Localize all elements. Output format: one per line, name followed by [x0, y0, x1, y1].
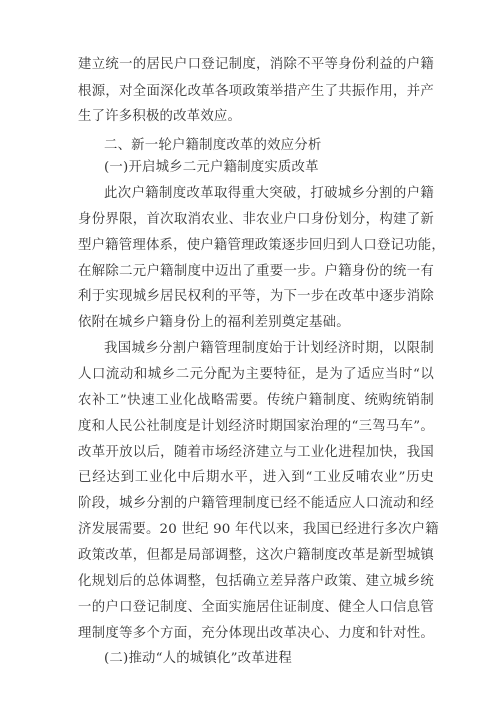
text-line: 我国城乡分割户籍管理制度始于计划经济时期，以限制 [104, 341, 434, 356]
text-line: 理制度等多个方面，充分体现出改革决心、力度和针对性。 [78, 626, 434, 641]
text-line: 此次户籍制度改革取得重大突破，打破城乡分割的户籍 [104, 186, 434, 201]
text-line: 建立统一的居民户口登记制度，消除不平等身份利益的户籍 [78, 57, 434, 72]
text-line: (一)开启城乡二元户籍制度实质改革 [104, 160, 319, 175]
text-line: 利于实现城乡居民权利的平等，为下一步在改革中逐步消除 [78, 289, 434, 304]
text-line: 依附在城乡户籍身份上的福利差别奠定基础。 [78, 315, 350, 330]
text-line: 化规划后的总体调整，包括确立差异落户政策、建立城乡统 [78, 574, 434, 589]
text-line: 已经达到工业化中后期水平，进入到“工业反哺农业”历史 [78, 470, 434, 485]
text-line: 根源，对全面深化改革各项政策举措产生了共振作用，并产 [78, 84, 434, 99]
text-line: 度和人民公社制度是计划经济时期国家治理的“三驾马车”。 [78, 419, 434, 434]
text-line: (二)推动“人的城镇化”改革进程 [104, 651, 293, 666]
text-line: 二、新一轮户籍制度改革的效应分析 [104, 138, 322, 153]
text-line: 济发展需要。20 世纪 90 年代以来，我国已经进行多次户籍 [78, 522, 439, 537]
text-line: 政策改革，但都是局部调整，这次户籍制度改革是新型城镇 [78, 548, 434, 563]
text-line: 阶段，城乡分割的户籍管理制度已经不能适应人口流动和经 [78, 496, 434, 511]
text-line: 人口流动和城乡二元分配为主要特征，是为了适应当时“以 [78, 367, 434, 382]
text-line: 型户籍管理体系，使户籍管理政策逐步回归到人口登记功能， [78, 238, 445, 253]
text-line: 生了许多积极的改革效应。 [78, 109, 242, 124]
text-line: 改革开放以后，随着市场经济建立与工业化进程加快，我国 [78, 445, 434, 460]
text-line: 一的户口登记制度、全面实施居住证制度、健全人口信息管 [78, 600, 434, 615]
text-line: 身份界限，首次取消农业、非农业户口身份划分，构建了新 [78, 212, 434, 227]
text-line: 农补工”快速工业化战略需要。传统户籍制度、统购统销制 [78, 393, 434, 408]
text-line: 在解除二元户籍制度中迈出了重要一步。户籍身份的统一有 [78, 264, 434, 279]
